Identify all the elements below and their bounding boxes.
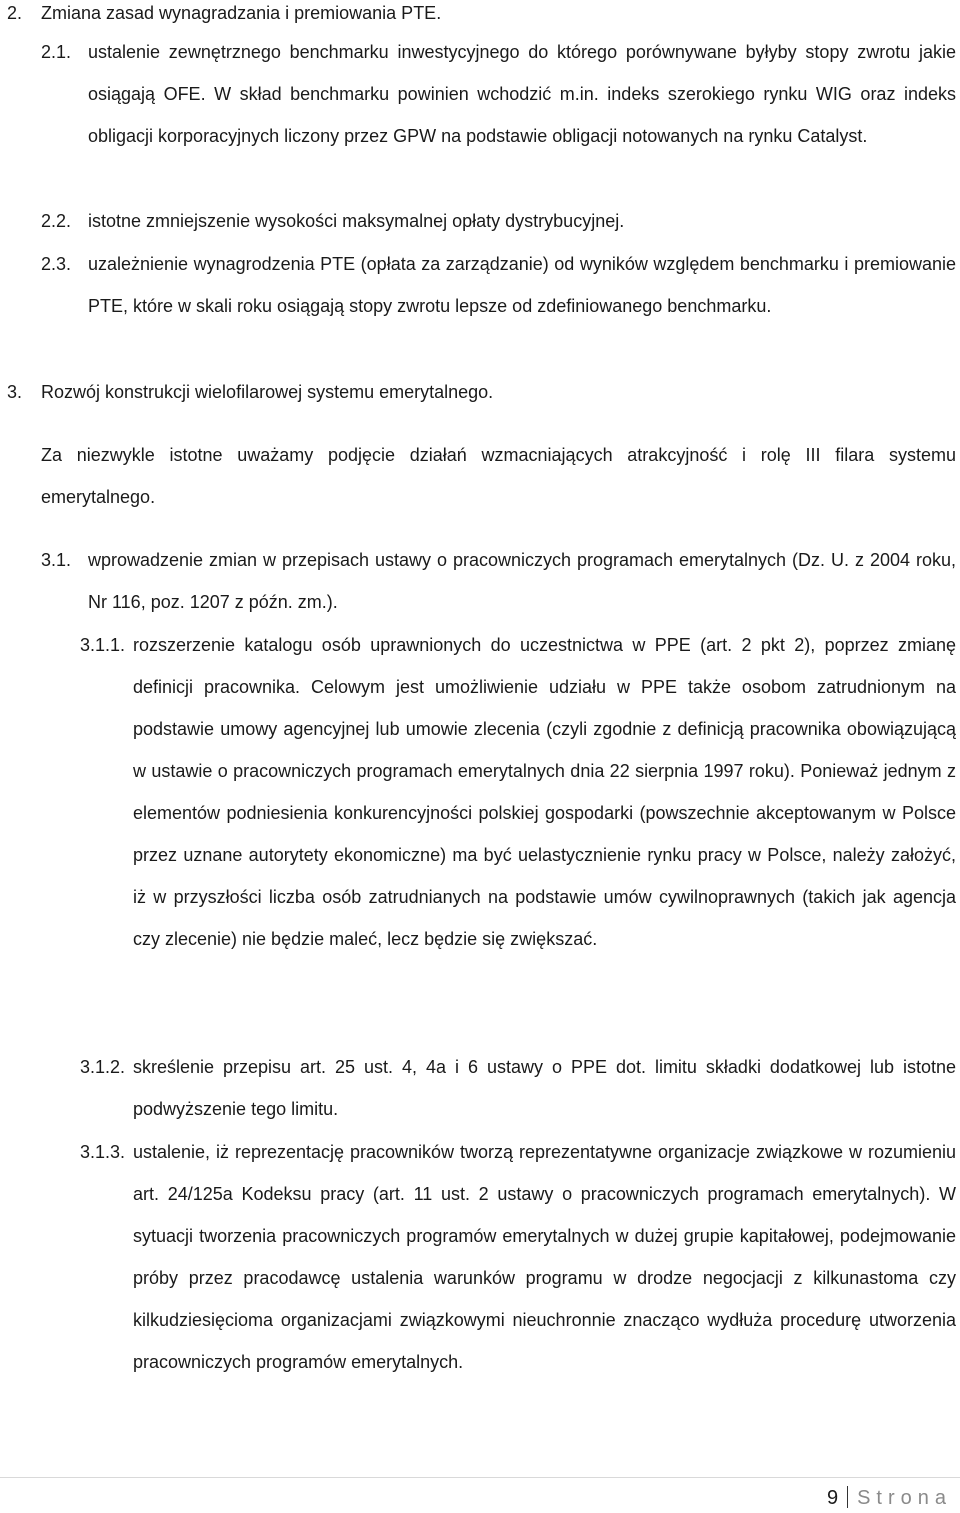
list-item-text: wprowadzenie zmian w przepisach ustawy o pracowniczych programach emerytalnych (Dz. U. z 2004 roku, Nr 116, poz. 1207 z późn. zm.). xyxy=(88,550,956,612)
footer-divider xyxy=(0,1477,960,1478)
list-item-number: 2.2. xyxy=(41,211,72,231)
list-item-2-2 xyxy=(41,200,956,242)
list-item-number: 3.1.2. xyxy=(80,1057,126,1077)
page-footer xyxy=(827,1486,952,1510)
list-item-3-1-1 xyxy=(80,624,956,960)
list-item-3-1 xyxy=(41,539,956,623)
section-number: 2. xyxy=(7,3,23,23)
section-heading-3 xyxy=(7,371,956,413)
list-item-text: rozszerzenie katalogu osób uprawnionych do uczestnictwa w PPE (art. 2 pkt 2), poprzez zmianę definicji pracownika. Celowym jest umożliwienie udziału w PPE także osobom zatrudnionym na podstawie umowy agencyjnej lub umowie zlecenia (czyli zgodnie z definicją pracownika obowiązującą w ustawie o pracowniczych programach emerytalnych dnia 22 sierpnia 1997 roku). Ponieważ jednym z elementów podniesienia konkurencyjności polskiej gospodarki (powszechnie akceptowanym w Polsce przez uznane autorytety ekonomiczne) ma być uelastycznienie rynku pracy w Polsce, należy założyć, iż w przyszłości liczba osób zatrudnianych na podstawie umów cywilnoprawnych (takich jak agencja czy zlecenie) nie będzie maleć, lecz będzie się zwiększać. xyxy=(133,635,956,949)
list-item-text: istotne zmniejszenie wysokości maksymalnej opłaty dystrybucyjnej. xyxy=(88,211,625,231)
page-number: 9 xyxy=(826,1487,839,1509)
section-number: 3. xyxy=(7,382,23,402)
list-item-2-3 xyxy=(41,243,956,327)
intro-paragraph: Za niezwykle istotne uważamy podjęcie działań wzmacniających atrakcyjność i rolę III filara systemu emerytalnego. xyxy=(41,445,956,507)
list-item-number: 3.1.1. xyxy=(80,635,126,655)
section-text: Zmiana zasad wynagradzania i premiowania PTE. xyxy=(41,3,442,23)
list-item-number: 3.1. xyxy=(41,550,72,570)
section-text: Rozwój konstrukcji wielofilarowej systemu emerytalnego. xyxy=(41,382,494,402)
list-item-text: skreślenie przepisu art. 25 ust. 4, 4a i 6 ustawy o PPE dot. limitu składki dodatkowej lub istotne podwyższenie tego limitu. xyxy=(133,1057,956,1119)
list-item-number: 2.1. xyxy=(41,42,72,62)
page-label: Strona xyxy=(857,1487,952,1509)
list-item-text: uzależnienie wynagrodzenia PTE (opłata za zarządzanie) od wyników względem benchmarku i premiowanie PTE, które w skali roku osiągają stopy zwrotu lepsze od zdefiniowanego benchmarku. xyxy=(88,254,956,316)
list-item-2-1 xyxy=(41,31,956,157)
section-heading-2 xyxy=(7,0,956,34)
footer-separator xyxy=(847,1486,848,1508)
list-item-number: 3.1.3. xyxy=(80,1142,126,1162)
list-item-3-1-2 xyxy=(80,1046,956,1130)
list-item-number: 2.3. xyxy=(41,254,72,274)
list-item-text: ustalenie zewnętrznego benchmarku inwestycyjnego do którego porównywane byłyby stopy zwrotu jakie osiągają OFE. W skład benchmarku powinien wchodzić m.in. indeks szerokiego rynku WIG oraz indeks obligacji korporacyjnych liczony przez GPW na podstawie obligacji notowanych na rynku Catalyst. xyxy=(88,42,956,146)
list-item-text: ustalenie, iż reprezentację pracowników tworzą reprezentatywne organizacje związkowe w rozumieniu art. 24/125a Kodeksu pracy (art. 11 ust. 2 ustawy o pracowniczych programach emerytalnych). W sytuacji tworzenia pracowniczych programów emerytalnych w dużej grupie kapitałowej, podejmowanie próby przez pracodawcę ustalenia warunków programu w drodze negocjacji z kilkunastoma czy kilkudziesięcioma organizacjami związkowymi nieuchronnie znacząco wydłuża procedurę utworzenia pracowniczych programów emerytalnych. xyxy=(133,1142,956,1372)
list-item-3-1-3 xyxy=(80,1131,956,1383)
